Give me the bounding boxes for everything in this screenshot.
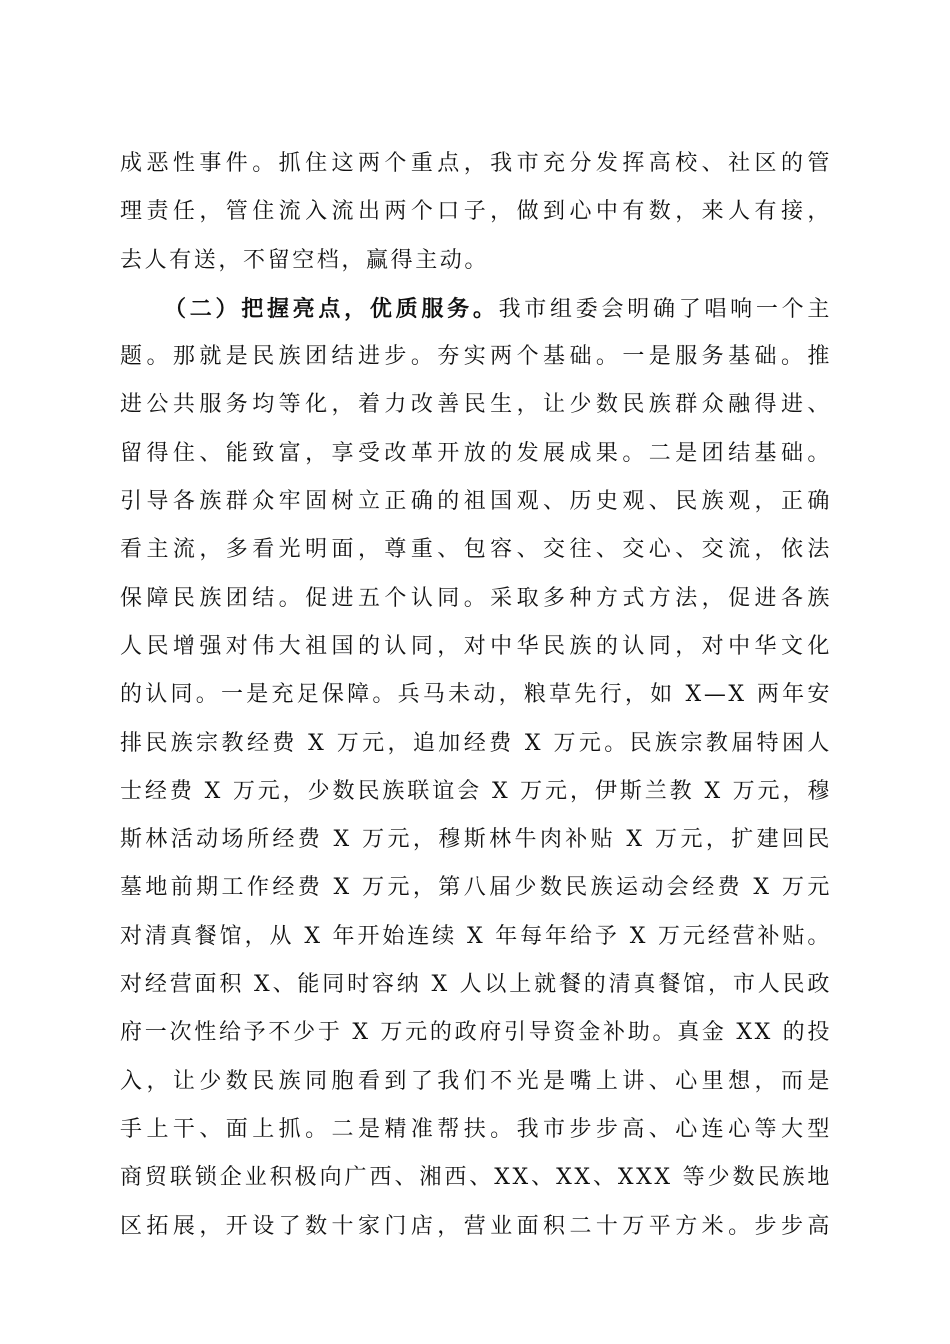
paragraph-2-line-17: 入，让少数民族同胞看到了我们不光是嘴上讲、心里想，而是 <box>120 1068 832 1094</box>
paragraph-1-line-3: 去人有送，不留空档，赢得主动。 <box>120 247 490 273</box>
paragraph-2-line-5: 引导各族群众牢固树立正确的祖国观、历史观、民族观，正确 <box>120 489 832 515</box>
paragraph-2-line-7: 保障民族团结。促进五个认同。采取多种方式方法，促进各族 <box>120 585 832 611</box>
paragraph-2-line-10: 排民族宗教经费 X 万元，追加经费 X 万元。民族宗教届特困人 <box>120 730 832 756</box>
paragraph-2-line-8: 人民增强对伟大祖国的认同，对中华民族的认同，对中华文化 <box>120 633 832 659</box>
paragraph-2-line-20: 区拓展，开设了数十家门店，营业面积二十万平方米。步步高 <box>120 1213 832 1239</box>
paragraph-2-line-15: 对经营面积 X、能同时容纳 X 人以上就餐的清真餐馆，市人民政 <box>120 972 832 998</box>
paragraph-2-line-18: 手上干、面上抓。二是精准帮扶。我市步步高、心连心等大型 <box>120 1116 832 1142</box>
paragraph-2-line-1-rest: 我市组委会明确了唱响一个主 <box>498 296 832 322</box>
paragraph-2-line-9: 的认同。一是充足保障。兵马未动，粮草先行，如 X—X 两年安 <box>120 682 832 708</box>
paragraph-2-line-4: 留得住、能致富，享受改革开放的发展成果。二是团结基础。 <box>120 440 832 466</box>
paragraph-1-line-2: 理责任，管住流入流出两个口子，做到心中有数，来人有接， <box>120 199 832 225</box>
paragraph-2-line-14: 对清真餐馆，从 X 年开始连续 X 年每年给予 X 万元经营补贴。 <box>120 923 832 949</box>
body-text <box>120 140 832 1251</box>
paragraph-2-line-11: 士经费 X 万元，少数民族联谊会 X 万元，伊斯兰教 X 万元，穆 <box>120 778 832 804</box>
paragraph-1-line-1: 成恶性事件。抓住这两个重点，我市充分发挥高校、社区的管 <box>120 151 832 176</box>
paragraph-2-line-12: 斯林活动场所经费 X 万元，穆斯林牛肉补贴 X 万元，扩建回民 <box>120 827 832 853</box>
paragraph-2-line-2: 题。那就是民族团结进步。夯实两个基础。一是服务基础。推 <box>120 344 832 370</box>
section-heading: （二）把握亮点，优质服务。 <box>164 295 499 322</box>
paragraph-2-line-1 <box>120 285 832 333</box>
paragraph-2-line-13: 墓地前期工作经费 X 万元，第八届少数民族运动会经费 X 万元 <box>120 875 832 901</box>
paragraph-2-line-6: 看主流，多看光明面，尊重、包容、交往、交心、交流，依法 <box>120 537 832 563</box>
paragraph-2-line-19: 商贸联锁企业积极向广西、湘西、XX、XX、XXX 等少数民族地 <box>120 1165 832 1191</box>
paragraph-2-line-3: 进公共服务均等化，着力改善民生，让少数民族群众融得进、 <box>120 392 832 418</box>
paragraph-2-line-16: 府一次性给予不少于 X 万元的政府引导资金补助。真金 XX 的投 <box>120 1020 832 1046</box>
